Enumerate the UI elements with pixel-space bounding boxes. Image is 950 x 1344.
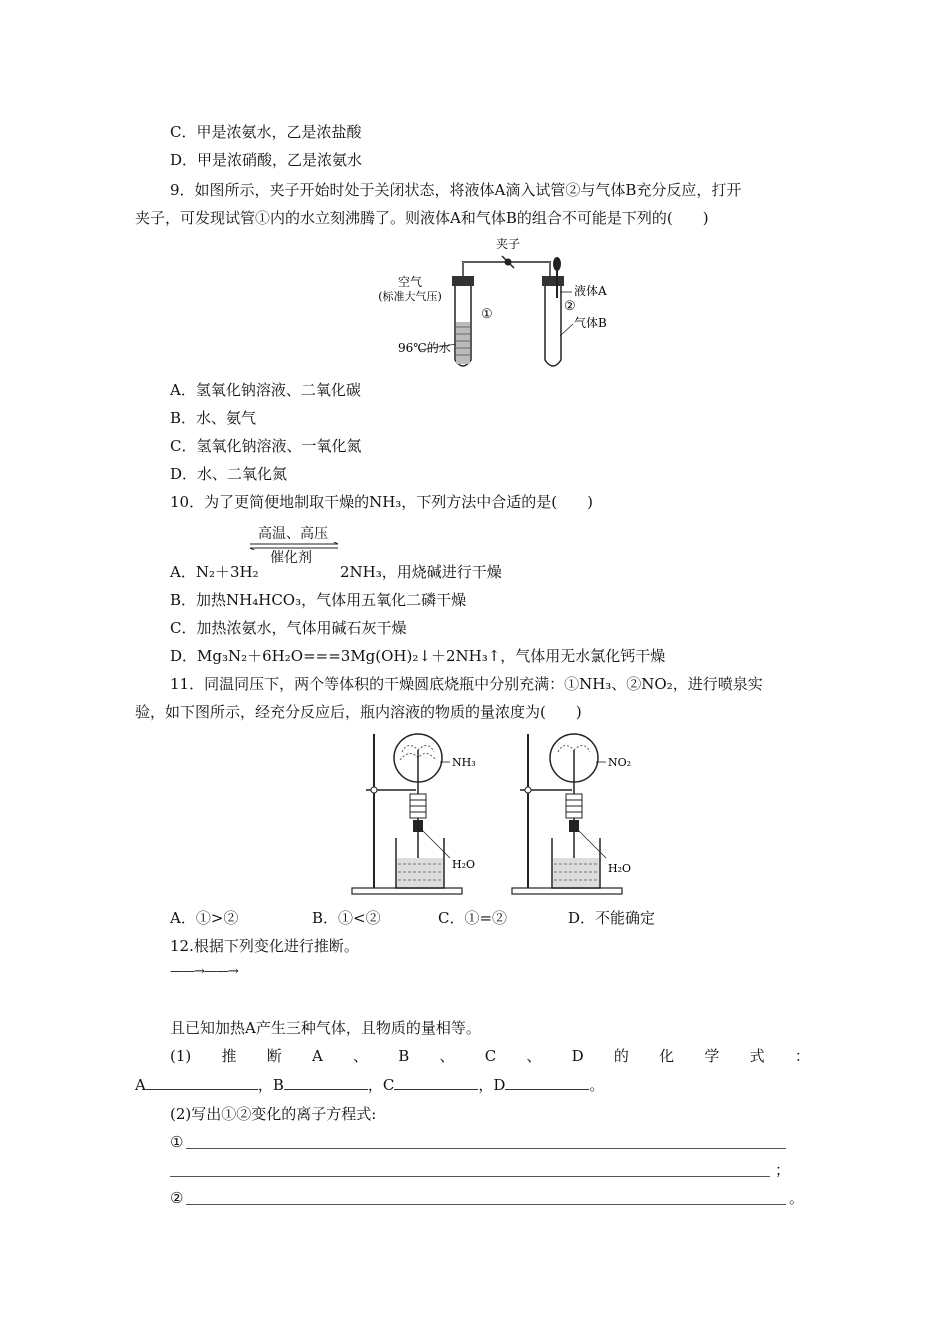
- blank-b-label: ，B: [257, 1076, 284, 1094]
- q9-stem-line2: 夹子，可发现试管①内的水立刻沸腾了。则液体A和气体B的组合不可能是下列的( ): [135, 209, 709, 227]
- q9-option-c: C．氢氧化钠溶液、一氧化氮: [170, 437, 362, 455]
- q12-part1-char: ：: [794, 1047, 810, 1065]
- q9-stem-line1: 9．如图所示，夹子开始时处于关闭状态，将液体A滴入试管②与气体B充分反应，打开: [170, 181, 742, 199]
- q12-part1-char: C: [484, 1047, 497, 1065]
- q10-option-b: B．加热NH₄HCO₃，气体用五氧化二磷干燥: [170, 591, 467, 609]
- gas-b-label: 气体B: [574, 316, 607, 330]
- tube1-label: ①: [481, 307, 493, 322]
- q12-stem: 12.根据下列变化进行推断。: [170, 937, 359, 955]
- q11-figure-fountain: [350, 730, 650, 900]
- eq2-answer-line[interactable]: [186, 1204, 786, 1205]
- eq2-marker: ②: [170, 1189, 184, 1207]
- q12-part1-blanks: [135, 1074, 604, 1095]
- q12-part1-char: A: [311, 1047, 323, 1065]
- q12-part1-char: 、: [353, 1047, 369, 1065]
- q12-reaction-arrows: ——→——→: [170, 964, 238, 979]
- q12-part1-char: 化: [659, 1047, 675, 1065]
- blank-a-input[interactable]: [146, 1074, 258, 1090]
- q12-part1-char: 的: [613, 1047, 629, 1065]
- q11-stem-line1: 11．同温同压下，两个等体积的干燥圆底烧瓶中分别充满：①NH₃、②NO₂，进行喷泉实: [170, 675, 763, 693]
- q10-option-c: C．加热浓氨水，气体用碱石灰干燥: [170, 619, 407, 637]
- q12-part1-char: 、: [526, 1047, 542, 1065]
- eq1-end-mark: ；: [775, 1161, 791, 1179]
- q11-option-c: C．①=②: [438, 909, 508, 927]
- q9-option-b: B．水、氨气: [170, 409, 257, 427]
- q10-option-d: D．Mg₃N₂＋6H₂O===3Mg(OH)₂↓＋2NH₃↑，气体用无水氯化钙干燥: [170, 647, 666, 665]
- eq1-answer-line-continued[interactable]: [170, 1176, 770, 1177]
- q10-condition-bottom: 催化剂: [270, 550, 312, 566]
- air-label: 空气: [397, 275, 423, 289]
- blank-a-label: A: [135, 1076, 146, 1094]
- q12-given: 且已知加热A产生三种气体，且物质的量相等。: [170, 1019, 481, 1037]
- q12-part1-char: B: [398, 1047, 410, 1065]
- blank-d-input[interactable]: [505, 1074, 589, 1090]
- q12-part1-char: 、: [439, 1047, 455, 1065]
- q12-part1-char: 断: [266, 1047, 282, 1065]
- q11-option-d: D．不能确定: [568, 909, 656, 927]
- fountain-apparatus-2: [512, 734, 631, 894]
- fountain-apparatus-1: [352, 734, 476, 894]
- tube2-label: ②: [564, 299, 576, 314]
- clamp-label: 夹子: [495, 237, 521, 251]
- q10-stem: 10．为了更简便地制取干燥的NH₃，下列方法中合适的是( ): [170, 493, 594, 511]
- air-pressure-label: (标准大气压): [378, 290, 442, 303]
- q9-figure-test-tubes: [360, 232, 630, 374]
- q8-option-c: C．甲是浓氨水，乙是浓盐酸: [170, 123, 362, 141]
- blank-b-input[interactable]: [284, 1074, 368, 1090]
- q9-option-d: D．水、二氧化氮: [170, 465, 288, 483]
- q8-option-d: D．甲是浓硝酸，乙是浓氨水: [170, 151, 363, 169]
- q11-option-a: A．①>②: [170, 909, 239, 927]
- blank-c-input[interactable]: [394, 1074, 478, 1090]
- q10-option-a-right: 2NH₃，用烧碱进行干燥: [340, 563, 502, 581]
- q9-option-a: A．氢氧化钠溶液、二氧化碳: [170, 381, 361, 399]
- q12-part1-char: 式: [749, 1047, 765, 1065]
- gas-label-nh3: NH₃: [452, 756, 476, 769]
- q11-stem-line2: 验，如下图所示，经充分反应后，瓶内溶液的物质的量浓度为( ): [135, 703, 582, 721]
- blank-end: 。: [589, 1076, 605, 1094]
- eq1-answer-line[interactable]: [186, 1148, 786, 1149]
- water-label: 96℃的水: [398, 341, 451, 355]
- q10-condition-top: 高温、高压: [258, 526, 328, 542]
- q12-part2: (2)写出①②变化的离子方程式:: [170, 1105, 377, 1123]
- eq2-end-mark: 。: [789, 1189, 805, 1207]
- q12-part1-char: 学: [704, 1047, 720, 1065]
- eq1-marker: ①: [170, 1133, 184, 1151]
- water-label-1: H₂O: [452, 858, 476, 871]
- gas-label-no2: NO₂: [608, 756, 632, 769]
- liquid-a-label: 液体A: [574, 284, 607, 298]
- q12-part1-char: 推: [221, 1047, 237, 1065]
- q12-part1-char: (1): [170, 1047, 192, 1065]
- q12-part1-char: D: [571, 1047, 584, 1065]
- blank-c-label: ，C: [367, 1076, 395, 1094]
- q12-part1-prompt: [170, 1046, 810, 1066]
- q10-option-a-left: A．N₂＋3H₂: [170, 563, 259, 581]
- q11-option-b: B．①<②: [312, 909, 381, 927]
- blank-d-label: ，D: [478, 1076, 506, 1094]
- water-label-2: H₂O: [608, 862, 632, 875]
